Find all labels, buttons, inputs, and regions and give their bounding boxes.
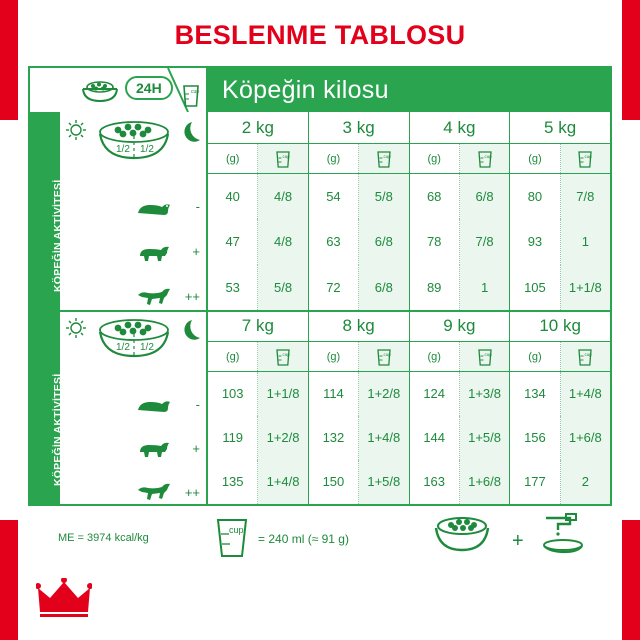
unit-cup bbox=[460, 144, 510, 173]
sun-moon-bowl-row bbox=[60, 112, 208, 174]
value-cell: 7/8 bbox=[460, 219, 510, 264]
value-cell: 72 bbox=[309, 265, 359, 310]
feeding-table bbox=[28, 66, 612, 506]
value-cell: 4/8 bbox=[258, 219, 308, 264]
unit-grams: (g) bbox=[510, 342, 560, 371]
unit-grams: (g) bbox=[410, 342, 460, 371]
unit-cup bbox=[460, 342, 510, 371]
unit-row-block2 bbox=[208, 342, 610, 372]
value-cell: 119 bbox=[208, 416, 258, 460]
value-cell: 80 bbox=[510, 174, 560, 219]
activity-sign: ++ bbox=[184, 289, 200, 305]
value-cell: 6/8 bbox=[359, 265, 409, 310]
unit-grams: (g) bbox=[309, 342, 359, 371]
cup-equivalence: = 240 ml (≈ 91 g) bbox=[258, 532, 349, 546]
value-cell: 6/8 bbox=[359, 219, 409, 264]
activity-sidebar bbox=[30, 112, 64, 310]
dog-standing-icon bbox=[134, 436, 176, 460]
table-row bbox=[208, 416, 610, 460]
weight-cell: 5 kg bbox=[544, 117, 577, 137]
brand-crown-logo bbox=[36, 578, 92, 623]
weight-row-block2 bbox=[208, 310, 610, 342]
unit-cup bbox=[258, 144, 308, 173]
measuring-cup-icon bbox=[210, 514, 254, 565]
table-header-row bbox=[30, 68, 610, 112]
value-cell: 103 bbox=[208, 372, 258, 416]
data-rows-block1 bbox=[208, 174, 610, 310]
unit-cup bbox=[258, 342, 308, 371]
weight-header-label: Köpeğin kilosu bbox=[222, 75, 389, 104]
unit-grams: (g) bbox=[208, 144, 258, 173]
value-cell: 1+4/8 bbox=[359, 416, 409, 460]
unit-grams: (g) bbox=[410, 144, 460, 173]
value-cell: 150 bbox=[309, 460, 359, 504]
value-cell: 93 bbox=[510, 219, 560, 264]
value-cell: 105 bbox=[510, 265, 560, 310]
header-left-cell bbox=[30, 68, 208, 112]
svg-text:cup: cup bbox=[191, 89, 200, 95]
value-cell: 144 bbox=[410, 416, 460, 460]
svg-text:cup: cup bbox=[383, 351, 391, 357]
weight-cell: 7 kg bbox=[208, 310, 309, 341]
activity-icon-column bbox=[60, 310, 208, 504]
unit-cup bbox=[561, 144, 610, 173]
value-cell: 177 bbox=[510, 460, 560, 504]
data-column-block2 bbox=[208, 310, 610, 504]
me-value: ME = 3974 kcal/kg bbox=[58, 532, 149, 544]
value-cell: 47 bbox=[208, 219, 258, 264]
dog-resting-icon bbox=[134, 195, 176, 219]
weight-row-block1 bbox=[208, 112, 610, 144]
value-cell: 1+2/8 bbox=[258, 416, 308, 460]
svg-text:1/2: 1/2 bbox=[116, 144, 130, 155]
value-cell: 156 bbox=[510, 416, 560, 460]
weight-cell: 4 kg bbox=[410, 112, 511, 143]
weight-cell: 8 kg bbox=[309, 310, 410, 341]
svg-text:cup: cup bbox=[282, 351, 290, 357]
svg-text:cup: cup bbox=[484, 351, 492, 357]
value-cell: 63 bbox=[309, 219, 359, 264]
measuring-cup-icon bbox=[180, 82, 202, 113]
table-row bbox=[208, 372, 610, 416]
value-cell: 124 bbox=[410, 372, 460, 416]
svg-text:cup: cup bbox=[484, 153, 492, 159]
dog-running-icon bbox=[134, 480, 176, 504]
value-cell: 2 bbox=[561, 460, 610, 504]
value-cell: 134 bbox=[510, 372, 560, 416]
value-cell: 6/8 bbox=[460, 174, 510, 219]
table-row bbox=[208, 265, 610, 310]
value-cell: 53 bbox=[208, 265, 258, 310]
value-cell: 78 bbox=[410, 219, 460, 264]
table-row bbox=[208, 460, 610, 504]
svg-text:1/2: 1/2 bbox=[140, 342, 154, 353]
value-cell: 68 bbox=[410, 174, 460, 219]
value-cell: 1+6/8 bbox=[561, 416, 610, 460]
value-cell: 163 bbox=[410, 460, 460, 504]
value-cell: 5/8 bbox=[258, 265, 308, 310]
unit-cup bbox=[359, 144, 409, 173]
activity-sign: - bbox=[195, 199, 200, 215]
water-tap-icon bbox=[536, 512, 592, 563]
activity-sign: - bbox=[195, 396, 200, 412]
svg-text:cup: cup bbox=[229, 525, 244, 535]
value-cell: 1+1/8 bbox=[561, 265, 610, 310]
activity-sign: + bbox=[192, 244, 200, 260]
data-column-block1 bbox=[208, 112, 610, 310]
value-cell: 132 bbox=[309, 416, 359, 460]
corner-accent-top-right bbox=[622, 0, 640, 120]
unit-row-block1 bbox=[208, 144, 610, 174]
table-block-large-weights bbox=[30, 310, 610, 504]
svg-text:1/2: 1/2 bbox=[116, 342, 130, 353]
svg-text:cup: cup bbox=[584, 153, 593, 159]
dog-running-icon bbox=[134, 285, 176, 309]
activity-sidebar-label: KÖPEĞİN AKTİVİTESİ bbox=[52, 373, 64, 486]
svg-text:cup: cup bbox=[584, 351, 593, 357]
unit-grams: (g) bbox=[510, 144, 560, 173]
value-cell: 7/8 bbox=[561, 174, 610, 219]
value-cell: 1+1/8 bbox=[258, 372, 308, 416]
unit-grams: (g) bbox=[208, 342, 258, 371]
data-rows-block2 bbox=[208, 372, 610, 504]
table-row bbox=[208, 219, 610, 264]
corner-accent-bottom-left bbox=[0, 520, 18, 640]
unit-grams: (g) bbox=[309, 144, 359, 173]
activity-icon-column bbox=[60, 112, 208, 310]
value-cell: 1 bbox=[460, 265, 510, 310]
unit-cup bbox=[561, 342, 610, 371]
sun-moon-bowl-row bbox=[60, 310, 208, 372]
value-cell: 135 bbox=[208, 460, 258, 504]
dog-bowl-icon bbox=[426, 512, 498, 561]
value-cell: 1+6/8 bbox=[460, 460, 510, 504]
activity-sidebar-label: KÖPEĞİN AKTİVİTESİ bbox=[52, 179, 64, 292]
value-cell: 54 bbox=[309, 174, 359, 219]
value-cell: 1+5/8 bbox=[359, 460, 409, 504]
24h-badge: 24H bbox=[125, 76, 173, 100]
table-row bbox=[208, 174, 610, 219]
weight-cell: 9 kg bbox=[410, 310, 511, 341]
activity-sidebar bbox=[30, 310, 64, 504]
value-cell: 40 bbox=[208, 174, 258, 219]
value-cell: 1+5/8 bbox=[460, 416, 510, 460]
activity-sign: ++ bbox=[184, 484, 200, 500]
weight-header-cell bbox=[208, 68, 610, 112]
svg-text:cup: cup bbox=[383, 153, 391, 159]
table-footer bbox=[28, 508, 612, 570]
corner-accent-top-left bbox=[0, 0, 18, 120]
svg-text:1/2: 1/2 bbox=[140, 144, 154, 155]
activity-sign: + bbox=[192, 440, 200, 456]
corner-accent-bottom-right bbox=[622, 520, 640, 640]
value-cell: 89 bbox=[410, 265, 460, 310]
dog-standing-icon bbox=[134, 240, 176, 264]
value-cell: 1+4/8 bbox=[561, 372, 610, 416]
dog-bowl-icon bbox=[78, 78, 122, 109]
value-cell: 1+3/8 bbox=[460, 372, 510, 416]
value-cell: 5/8 bbox=[359, 174, 409, 219]
weight-cell: 3 kg bbox=[309, 112, 410, 143]
dog-resting-icon bbox=[134, 392, 176, 416]
weight-cell: 10 kg bbox=[539, 315, 581, 335]
svg-text:cup: cup bbox=[282, 153, 290, 159]
weight-cell: 2 kg bbox=[208, 112, 309, 143]
table-block-small-weights bbox=[30, 112, 610, 310]
value-cell: 114 bbox=[309, 372, 359, 416]
unit-cup bbox=[359, 342, 409, 371]
value-cell: 1 bbox=[561, 219, 610, 264]
page-title: BESLENME TABLOSU bbox=[174, 20, 466, 50]
plus-symbol: + bbox=[512, 530, 524, 552]
value-cell: 1+2/8 bbox=[359, 372, 409, 416]
value-cell: 1+4/8 bbox=[258, 460, 308, 504]
value-cell: 4/8 bbox=[258, 174, 308, 219]
